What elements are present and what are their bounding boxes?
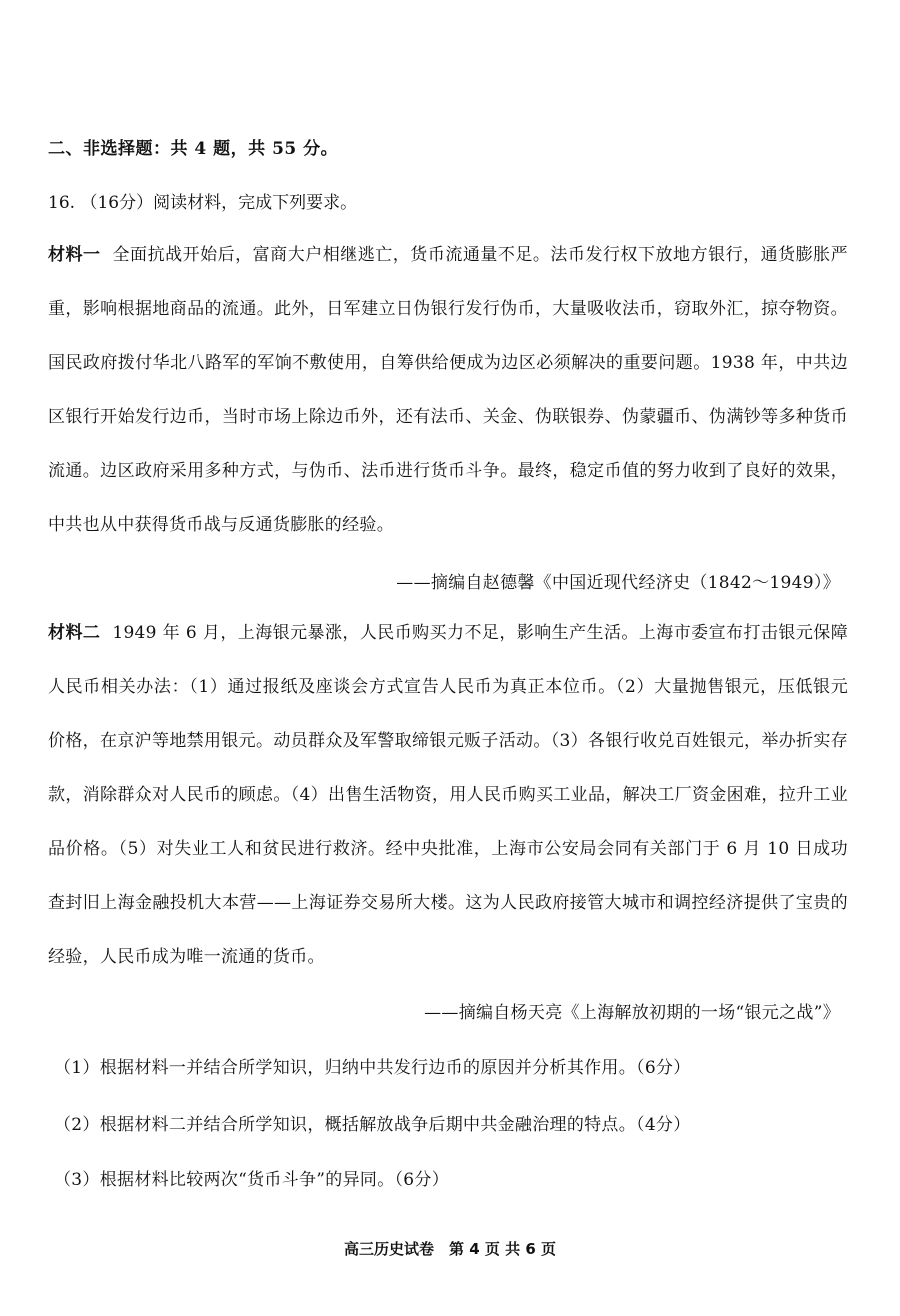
material-2 bbox=[48, 606, 848, 984]
material-1-source: ——摘编自赵德馨《中国近现代经济史（1842～1949）》 bbox=[396, 573, 840, 593]
material-1 bbox=[48, 228, 848, 552]
material-2-text: 1949 年 6 月，上海银元暴涨，人民币购买力不足，影响生产生活。上海市委宣布打击银元保障人民币相关办法：（1）通过报纸及座谈会方式宣告人民币为真正本位币。（2）大量抛售银元，压低银元价格，在京沪等地禁用银元。动员群众及军警取缔银元贩子活动。（3）各银行收兑百姓银元，举办折实存款，消除群众对人民币的顾虑。（4）出售生活物资，用人民币购买工业品，解决工厂资金困难，拉升工业品价格。（5）对失业工人和贫民进行救济。经中央批准，上海市公安局会同有关部门于 6 月 10 日成功查封旧上海金融投机大本营——上海证券交易所大楼。这为人民政府接管大城市和调控经济提供了宝贵的经验，人民币成为唯一流通的货币。 bbox=[48, 623, 848, 967]
sub-question-3: （3）根据材料比较两次“货币斗争”的异同。（6分） bbox=[54, 1170, 450, 1190]
page-footer: 高三历史试卷 第 4 页 共 6 页 bbox=[344, 1240, 556, 1258]
material-1-text: 全面抗战开始后，富商大户相继逃亡，货币流通量不足。法币发行权下放地方银行，通货膨胀严重，影响根据地商品的流通。此外，日军建立日伪银行发行伪币，大量吸收法币，窃取外汇，掠夺物资。国民政府拨付华北八路军的军饷不敷使用，自筹供给便成为边区必须解决的重要问题。1938 年，中共边区银行开始发行边币，当时市场上除边币外，还有法币、关金、伪联银券、伪蒙疆币、伪满钞等多种货币流通。边区政府采用多种方式，与伪币、法币进行货币斗争。最终，稳定币值的努力收到了良好的效果，中共也从中获得货币战与反通货膨胀的经验。 bbox=[48, 245, 848, 535]
question-16-stem: 16. （16分）阅读材料，完成下列要求。 bbox=[48, 193, 358, 213]
material-2-label: 材料二 bbox=[48, 623, 101, 643]
sub-question-1: （1）根据材料一并结合所学知识，归纳中共发行边币的原因并分析其作用。（6分） bbox=[54, 1058, 691, 1078]
material-2-source: ——摘编自杨天亮《上海解放初期的一场“银元之战”》 bbox=[424, 1003, 840, 1023]
section-heading: 二、非选择题：共 4 题，共 55 分。 bbox=[48, 139, 339, 159]
sub-question-2: （2）根据材料二并结合所学知识，概括解放战争后期中共金融治理的特点。（4分） bbox=[54, 1115, 691, 1135]
material-1-label: 材料一 bbox=[48, 245, 101, 265]
